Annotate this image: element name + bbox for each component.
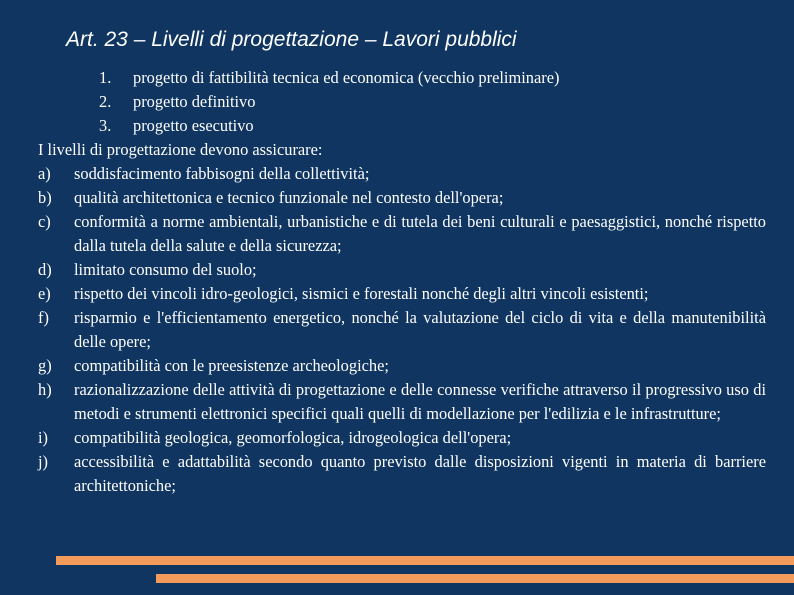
lettered-list-item xyxy=(38,354,766,378)
accent-bar-top xyxy=(56,556,794,565)
list-marker: g) xyxy=(38,356,52,375)
list-marker: f) xyxy=(38,308,49,327)
list-item-text: conformità a norme ambientali, urbanistiche e di tutela dei beni culturali e paesaggistici, nonché rispetto dalla tutela della salute e della sicurezza; xyxy=(74,212,766,255)
list-item-text: soddisfacimento fabbisogni della collettività; xyxy=(74,164,370,183)
numbered-list xyxy=(38,66,766,138)
lettered-list-item xyxy=(38,282,766,306)
slide-body xyxy=(38,66,766,498)
lettered-list-item xyxy=(38,306,766,354)
list-marker: d) xyxy=(38,260,52,279)
list-item-text: accessibilità e adattabilità secondo quanto previsto dalle disposizioni vigenti in materia di barriere architettoniche; xyxy=(74,452,766,495)
slide-title: Art. 23 – Livelli di progettazione – Lavori pubblici xyxy=(66,28,517,51)
list-item-text: rispetto dei vincoli idro-geologici, sismici e forestali nonché degli altri vincoli esistenti; xyxy=(74,284,649,303)
list-marker: h) xyxy=(38,380,52,399)
list-marker: 2. xyxy=(99,92,112,111)
intro-text: I livelli di progettazione devono assicurare: xyxy=(38,140,323,159)
list-marker: 3. xyxy=(99,116,112,135)
list-item-text: qualità architettonica e tecnico funzionale nel contesto dell'opera; xyxy=(74,188,504,207)
list-marker: c) xyxy=(38,212,51,231)
numbered-list-item xyxy=(38,114,766,138)
list-marker: 1. xyxy=(99,68,112,87)
list-item-text: progetto esecutivo xyxy=(133,116,254,135)
lettered-list-item xyxy=(38,162,766,186)
list-marker: i) xyxy=(38,428,49,447)
list-item-text: limitato consumo del suolo; xyxy=(74,260,257,279)
list-marker: b) xyxy=(38,188,52,207)
list-item-text: compatibilità con le preesistenze archeologiche; xyxy=(74,356,389,375)
lettered-list-item xyxy=(38,450,766,498)
list-item-text: compatibilità geologica, geomorfologica, idrogeologica dell'opera; xyxy=(74,428,512,447)
list-item-text: risparmio e l'efficientamento energetico, nonché la valutazione del ciclo di vita e della manutenibilità delle opere; xyxy=(74,308,766,351)
lettered-list-item xyxy=(38,186,766,210)
list-marker: e) xyxy=(38,284,51,303)
lettered-list xyxy=(38,162,766,498)
lettered-list-item xyxy=(38,258,766,282)
lettered-list-item xyxy=(38,378,766,426)
lettered-list-item xyxy=(38,210,766,258)
list-item-text: razionalizzazione delle attività di progettazione e delle connesse verifiche attraverso il progressivo uso di metodi e strumenti elettronici specifici quali quelli di modellazione per l'edilizia e le infrastrutture; xyxy=(74,380,766,423)
list-marker: a) xyxy=(38,164,51,183)
list-item-text: progetto di fattibilità tecnica ed economica (vecchio preliminare) xyxy=(133,68,560,87)
numbered-list-item xyxy=(38,66,766,90)
accent-bar-bottom xyxy=(156,574,794,583)
lettered-list-item xyxy=(38,426,766,450)
numbered-list-item xyxy=(38,90,766,114)
list-item-text: progetto definitivo xyxy=(133,92,256,111)
list-marker: j) xyxy=(38,452,49,471)
